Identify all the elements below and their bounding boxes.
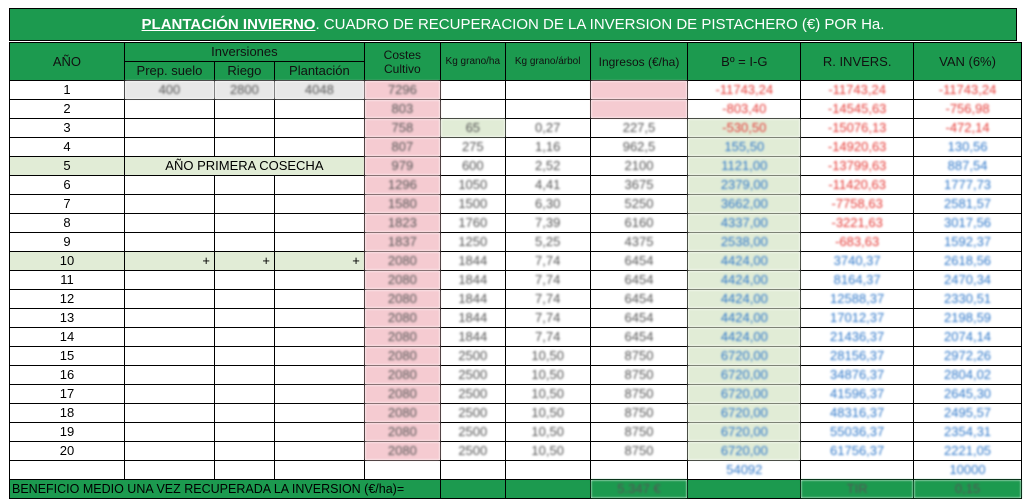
kg-ha-cell: 1250 <box>440 233 505 252</box>
footer-label: BENEFICIO MEDIO UNA VEZ RECUPERADA LA INVERSION (€/ha)= <box>10 480 441 499</box>
planting-cell <box>274 423 364 442</box>
tir-label-cell: TIR <box>801 480 914 499</box>
recovery-cell: 3740,37 <box>801 252 914 271</box>
cost-cell: 807 <box>364 138 440 157</box>
table-row <box>10 328 1022 347</box>
profit-cell: 6720,00 <box>688 423 801 442</box>
profit-cell: 6720,00 <box>688 404 801 423</box>
planting-cell <box>274 328 364 347</box>
kg-tree-cell <box>505 81 590 100</box>
header-income: Ingresos (€/ha) <box>590 43 688 81</box>
kg-ha-cell: 1844 <box>440 290 505 309</box>
irrigation-cell <box>214 385 274 404</box>
soil-prep-cell <box>124 195 214 214</box>
title-bold: PLANTACIÓN INVIERNO <box>141 16 316 33</box>
irrigation-cell <box>214 423 274 442</box>
kg-tree-cell: 10,50 <box>505 404 590 423</box>
profit-cell: -530,50 <box>688 119 801 138</box>
kg-ha-cell <box>440 100 505 119</box>
planting-cell <box>274 290 364 309</box>
cost-cell: 2080 <box>364 309 440 328</box>
kg-tree-cell: 7,74 <box>505 328 590 347</box>
totals-row <box>10 461 1022 480</box>
recovery-cell: 28156,37 <box>801 347 914 366</box>
kg-ha-cell: 275 <box>440 138 505 157</box>
cost-cell: 1823 <box>364 214 440 233</box>
recovery-cell: 17012,37 <box>801 309 914 328</box>
profit-cell: 155,50 <box>688 138 801 157</box>
recovery-cell: 34876,37 <box>801 366 914 385</box>
year-cell: 13 <box>10 309 125 328</box>
total-profit-cell: 54092 <box>688 461 801 480</box>
cost-cell: 1837 <box>364 233 440 252</box>
kg-ha-cell: 1844 <box>440 271 505 290</box>
soil-prep-cell <box>124 347 214 366</box>
year-cell: 7 <box>10 195 125 214</box>
recovery-table <box>9 42 1022 499</box>
soil-prep-cell <box>124 328 214 347</box>
income-cell: 2100 <box>590 157 688 176</box>
kg-ha-cell: 1844 <box>440 252 505 271</box>
kg-ha-cell: 2500 <box>440 385 505 404</box>
income-cell <box>590 100 688 119</box>
kg-tree-cell: 10,50 <box>505 347 590 366</box>
income-cell: 4375 <box>590 233 688 252</box>
year-cell: 12 <box>10 290 125 309</box>
irrigation-cell <box>214 119 274 138</box>
profit-cell: 4424,00 <box>688 271 801 290</box>
recovery-cell: 61756,37 <box>801 442 914 461</box>
income-cell: 8750 <box>590 385 688 404</box>
soil-prep-cell <box>124 385 214 404</box>
year-cell: 14 <box>10 328 125 347</box>
table-row <box>10 157 1022 176</box>
profit-cell: 4337,00 <box>688 214 801 233</box>
soil-prep-cell <box>124 119 214 138</box>
profit-cell: 2538,00 <box>688 233 801 252</box>
table-row <box>10 138 1022 157</box>
kg-ha-cell: 2500 <box>440 442 505 461</box>
van-cell: 2330,51 <box>914 290 1022 309</box>
header-investments: Inversiones <box>124 43 364 62</box>
kg-ha-cell: 65 <box>440 119 505 138</box>
kg-ha-cell: 1500 <box>440 195 505 214</box>
planting-cell <box>274 442 364 461</box>
planting-cell <box>274 385 364 404</box>
table-row <box>10 309 1022 328</box>
income-cell: 5250 <box>590 195 688 214</box>
irrigation-cell <box>214 214 274 233</box>
kg-tree-cell: 6,30 <box>505 195 590 214</box>
cost-cell: 2080 <box>364 442 440 461</box>
year-cell: 18 <box>10 404 125 423</box>
recovery-cell: 41596,37 <box>801 385 914 404</box>
planting-cell <box>274 233 364 252</box>
totals-empty-cell <box>10 461 125 480</box>
plant-plus: + <box>274 252 364 271</box>
table-row <box>10 347 1022 366</box>
recovery-cell: 55036,37 <box>801 423 914 442</box>
soil-prep-cell <box>124 100 214 119</box>
totals-empty-cell <box>801 461 914 480</box>
kg-tree-cell: 7,39 <box>505 214 590 233</box>
soil-prep-cell <box>124 271 214 290</box>
irrigation-cell: 2800 <box>214 81 274 100</box>
irrigation-cell <box>214 290 274 309</box>
van-cell: 130,56 <box>914 138 1022 157</box>
title-rest: . CUADRO DE RECUPERACION DE LA INVERSION DE PISTACHERO (€) POR Ha. <box>315 16 885 33</box>
cost-cell: 2080 <box>364 328 440 347</box>
recovery-cell: -11420,63 <box>801 176 914 195</box>
year-cell: 2 <box>10 100 125 119</box>
planting-cell <box>274 214 364 233</box>
van-cell: 2221,05 <box>914 442 1022 461</box>
prep-plus: + <box>124 252 214 271</box>
income-cell: 8750 <box>590 366 688 385</box>
profit-cell: 4424,00 <box>688 290 801 309</box>
cost-cell: 2080 <box>364 423 440 442</box>
cost-cell: 2080 <box>364 271 440 290</box>
planting-cell <box>274 100 364 119</box>
profit-cell: 6720,00 <box>688 347 801 366</box>
tir-value-cell: 0,15 <box>914 480 1022 499</box>
soil-prep-cell <box>124 442 214 461</box>
header-kg-ha: Kg grano/ha <box>440 43 505 81</box>
soil-prep-cell <box>124 138 214 157</box>
income-cell <box>590 81 688 100</box>
year-cell: 3 <box>10 119 125 138</box>
table-row <box>10 366 1022 385</box>
table-row <box>10 176 1022 195</box>
recovery-cell: -15076,13 <box>801 119 914 138</box>
cost-cell: 2080 <box>364 252 440 271</box>
recovery-cell: -683,63 <box>801 233 914 252</box>
planting-cell <box>274 366 364 385</box>
income-cell: 8750 <box>590 442 688 461</box>
table-row <box>10 195 1022 214</box>
kg-tree-cell: 5,25 <box>505 233 590 252</box>
recovery-cell: -7758,63 <box>801 195 914 214</box>
planting-cell <box>274 138 364 157</box>
kg-ha-cell: 2500 <box>440 404 505 423</box>
table-row <box>10 404 1022 423</box>
year-cell: 9 <box>10 233 125 252</box>
irrigation-cell <box>214 271 274 290</box>
year-cell: 20 <box>10 442 125 461</box>
recovery-cell: 48316,37 <box>801 404 914 423</box>
van-cell: 2198,59 <box>914 309 1022 328</box>
irrigation-cell <box>214 233 274 252</box>
totals-empty-cell <box>214 461 274 480</box>
table-row <box>10 252 1022 271</box>
table-row <box>10 423 1022 442</box>
kg-ha-cell: 1050 <box>440 176 505 195</box>
irrigation-cell <box>214 404 274 423</box>
planting-cell <box>274 195 364 214</box>
kg-tree-cell: 10,50 <box>505 442 590 461</box>
income-cell: 8750 <box>590 423 688 442</box>
irrigation-cell <box>214 328 274 347</box>
riego-plus: + <box>214 252 274 271</box>
planting-cell <box>274 404 364 423</box>
header-year: AÑO <box>10 43 125 81</box>
irrigation-cell <box>214 138 274 157</box>
kg-tree-cell: 7,74 <box>505 252 590 271</box>
header-recovery: R. INVERS. <box>801 43 914 81</box>
income-cell: 6454 <box>590 252 688 271</box>
cost-cell: 2080 <box>364 404 440 423</box>
income-cell: 6454 <box>590 309 688 328</box>
profit-cell: 4424,00 <box>688 252 801 271</box>
income-cell: 8750 <box>590 404 688 423</box>
header-van: VAN (6%) <box>914 43 1022 81</box>
cost-cell: 7296 <box>364 81 440 100</box>
table-row <box>10 119 1022 138</box>
header-costs: Costes Cultivo <box>364 43 440 81</box>
income-cell: 6454 <box>590 271 688 290</box>
kg-tree-cell: 7,74 <box>505 271 590 290</box>
van-cell: 2470,34 <box>914 271 1022 290</box>
van-cell: -11743,24 <box>914 81 1022 100</box>
recovery-cell: 8164,37 <box>801 271 914 290</box>
recovery-cell: -11743,24 <box>801 81 914 100</box>
van-cell: 2972,26 <box>914 347 1022 366</box>
van-cell: 1777,73 <box>914 176 1022 195</box>
profit-cell: 1121,00 <box>688 157 801 176</box>
table-row <box>10 290 1022 309</box>
income-cell: 8750 <box>590 347 688 366</box>
profit-cell: -11743,24 <box>688 81 801 100</box>
table-row <box>10 442 1022 461</box>
table-row <box>10 214 1022 233</box>
kg-tree-cell <box>505 100 590 119</box>
van-cell: 2804,02 <box>914 366 1022 385</box>
header-kg-tree: Kg grano/árbol <box>505 43 590 81</box>
income-cell: 6454 <box>590 328 688 347</box>
planting-cell <box>274 119 364 138</box>
header-soil-prep: Prep. suelo <box>124 62 214 81</box>
year-cell: 4 <box>10 138 125 157</box>
irrigation-cell <box>214 347 274 366</box>
recovery-cell: -13799,63 <box>801 157 914 176</box>
irrigation-cell <box>214 442 274 461</box>
soil-prep-cell <box>124 423 214 442</box>
income-cell: 3675 <box>590 176 688 195</box>
cost-cell: 803 <box>364 100 440 119</box>
header-irrigation: Riego <box>214 62 274 81</box>
kg-ha-cell: 1844 <box>440 309 505 328</box>
totals-empty-cell <box>274 461 364 480</box>
table-row <box>10 271 1022 290</box>
planting-cell <box>274 309 364 328</box>
soil-prep-cell <box>124 366 214 385</box>
van-cell: 1592,37 <box>914 233 1022 252</box>
year-cell: 15 <box>10 347 125 366</box>
soil-prep-cell <box>124 290 214 309</box>
table-body <box>10 81 1022 499</box>
kg-ha-cell: 600 <box>440 157 505 176</box>
table-row <box>10 81 1022 100</box>
profit-cell: 4424,00 <box>688 328 801 347</box>
soil-prep-cell <box>124 176 214 195</box>
year-cell: 5 <box>10 157 125 176</box>
irrigation-cell <box>214 195 274 214</box>
kg-tree-cell: 7,74 <box>505 309 590 328</box>
footer-empty-cell <box>440 480 505 499</box>
kg-tree-cell: 2,52 <box>505 157 590 176</box>
year-cell: 11 <box>10 271 125 290</box>
total-van-cell: 10000 <box>914 461 1022 480</box>
table-row <box>10 385 1022 404</box>
kg-ha-cell: 2500 <box>440 347 505 366</box>
totals-empty-cell <box>124 461 214 480</box>
year-cell: 6 <box>10 176 125 195</box>
irrigation-cell <box>214 100 274 119</box>
recovery-cell: -3221,63 <box>801 214 914 233</box>
first-harvest-label: AÑO PRIMERA COSECHA <box>124 157 364 176</box>
kg-ha-cell: 1844 <box>440 328 505 347</box>
income-cell: 962,5 <box>590 138 688 157</box>
income-cell: 6454 <box>590 290 688 309</box>
planting-cell <box>274 347 364 366</box>
planting-cell <box>274 271 364 290</box>
kg-tree-cell: 0,27 <box>505 119 590 138</box>
cost-cell: 1580 <box>364 195 440 214</box>
header-planting: Plantación <box>274 62 364 81</box>
average-profit-cell: 5.347 € <box>590 480 688 499</box>
soil-prep-cell <box>124 214 214 233</box>
cost-cell: 2080 <box>364 385 440 404</box>
footer-empty-cell <box>505 480 590 499</box>
footer-empty-cell <box>688 480 801 499</box>
van-cell: 2645,30 <box>914 385 1022 404</box>
year-cell: 10 <box>10 252 125 271</box>
header-profit: Bº = I-G <box>688 43 801 81</box>
planting-cell <box>274 176 364 195</box>
profit-cell: 4424,00 <box>688 309 801 328</box>
van-cell: 2581,57 <box>914 195 1022 214</box>
profit-cell: 6720,00 <box>688 442 801 461</box>
recovery-cell: 12588,37 <box>801 290 914 309</box>
irrigation-cell <box>214 176 274 195</box>
cost-cell: 1296 <box>364 176 440 195</box>
van-cell: -472,14 <box>914 119 1022 138</box>
kg-tree-cell: 10,50 <box>505 385 590 404</box>
recovery-cell: 21436,37 <box>801 328 914 347</box>
year-cell: 17 <box>10 385 125 404</box>
table-row <box>10 100 1022 119</box>
cost-cell: 2080 <box>364 347 440 366</box>
van-cell: 2354,31 <box>914 423 1022 442</box>
soil-prep-cell: 400 <box>124 81 214 100</box>
cost-cell: 2080 <box>364 290 440 309</box>
van-cell: 2074,14 <box>914 328 1022 347</box>
totals-empty-cell <box>505 461 590 480</box>
sheet-title <box>9 8 1017 41</box>
table-row <box>10 233 1022 252</box>
soil-prep-cell <box>124 233 214 252</box>
soil-prep-cell <box>124 404 214 423</box>
year-cell: 19 <box>10 423 125 442</box>
totals-empty-cell <box>440 461 505 480</box>
profit-cell: 6720,00 <box>688 385 801 404</box>
year-cell: 1 <box>10 81 125 100</box>
van-cell: 2495,57 <box>914 404 1022 423</box>
profit-cell: 3662,00 <box>688 195 801 214</box>
recovery-cell: -14545,63 <box>801 100 914 119</box>
van-cell: -756,98 <box>914 100 1022 119</box>
footer-row <box>10 480 1022 499</box>
kg-tree-cell: 4,41 <box>505 176 590 195</box>
kg-ha-cell <box>440 81 505 100</box>
kg-tree-cell: 10,50 <box>505 423 590 442</box>
income-cell: 227,5 <box>590 119 688 138</box>
year-cell: 16 <box>10 366 125 385</box>
profit-cell: 2379,00 <box>688 176 801 195</box>
kg-ha-cell: 1760 <box>440 214 505 233</box>
totals-empty-cell <box>364 461 440 480</box>
totals-empty-cell <box>590 461 688 480</box>
soil-prep-cell <box>124 309 214 328</box>
profit-cell: -803,40 <box>688 100 801 119</box>
kg-tree-cell: 7,74 <box>505 290 590 309</box>
cost-cell: 979 <box>364 157 440 176</box>
kg-ha-cell: 2500 <box>440 366 505 385</box>
year-cell: 8 <box>10 214 125 233</box>
profit-cell: 6720,00 <box>688 366 801 385</box>
kg-ha-cell: 2500 <box>440 423 505 442</box>
irrigation-cell <box>214 309 274 328</box>
planting-cell: 4048 <box>274 81 364 100</box>
kg-tree-cell: 1,16 <box>505 138 590 157</box>
cost-cell: 758 <box>364 119 440 138</box>
income-cell: 6160 <box>590 214 688 233</box>
van-cell: 887,54 <box>914 157 1022 176</box>
spreadsheet <box>2 2 1022 496</box>
cost-cell: 2080 <box>364 366 440 385</box>
recovery-cell: -14920,63 <box>801 138 914 157</box>
van-cell: 3017,56 <box>914 214 1022 233</box>
irrigation-cell <box>214 366 274 385</box>
van-cell: 2618,56 <box>914 252 1022 271</box>
kg-tree-cell: 10,50 <box>505 366 590 385</box>
